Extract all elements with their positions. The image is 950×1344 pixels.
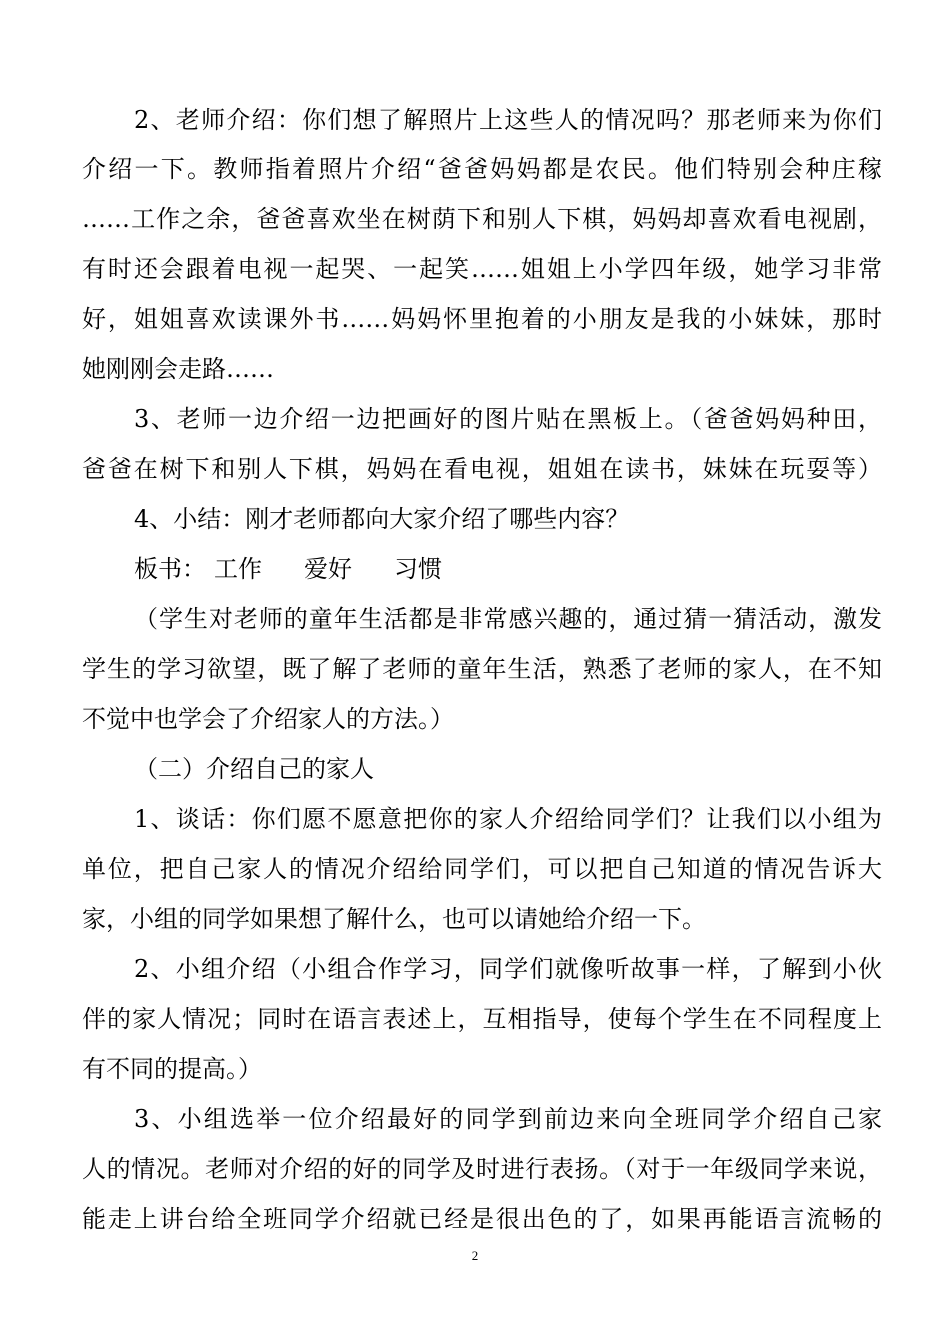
board-item-work: 工作 xyxy=(214,555,262,583)
paragraph-7-line-1: 3、小组选举一位介绍最好的同学到前边来向全班同学介绍自己家 xyxy=(134,1105,882,1133)
board-item-hobby: 爱好 xyxy=(304,555,352,583)
paragraph-1-line-5: 好，姐姐喜欢读课外书……妈妈怀里抱着的小朋友是我的小妹妹，那时 xyxy=(82,305,882,333)
board-label: 板书： xyxy=(134,555,206,583)
paragraph-4-line-3: 不觉中也学会了介绍家人的方法。） xyxy=(82,705,454,733)
paragraph-5-line-2: 单位，把自己家人的情况介绍给同学们，可以把自己知道的情况告诉大 xyxy=(82,855,882,883)
paragraph-6-line-1: 2、小组介绍（小组合作学习，同学们就像听故事一样，了解到小伙 xyxy=(134,955,882,983)
paragraph-7-line-3: 能走上讲台给全班同学介绍就已经是很出色的了，如果再能语言流畅的 xyxy=(82,1205,882,1233)
paragraph-2-line-1: 3、老师一边介绍一边把画好的图片贴在黑板上。（爸爸妈妈种田， xyxy=(134,405,882,433)
paragraph-1-line-3: ……工作之余，爸爸喜欢坐在树荫下和别人下棋，妈妈却喜欢看电视剧， xyxy=(82,205,882,233)
board-item-habit: 习惯 xyxy=(394,555,442,583)
paragraph-1-line-6: 她刚刚会走路…… xyxy=(82,355,274,383)
paragraph-4-line-1: （学生对老师的童年生活都是非常感兴趣的，通过猜一猜活动，激发 xyxy=(134,605,882,633)
paragraph-1-line-4: 有时还会跟着电视一起哭、一起笑……姐姐上小学四年级，她学习非常 xyxy=(82,255,882,283)
paragraph-1-line-1: 2、老师介绍：你们想了解照片上这些人的情况吗？那老师来为你们 xyxy=(134,106,882,134)
paragraph-5-line-3: 家，小组的同学如果想了解什么，也可以请她给介绍一下。 xyxy=(82,905,706,933)
page-number: 2 xyxy=(471,1248,479,1263)
paragraph-3-line-1: 4、小结：刚才老师都向大家介绍了哪些内容？ xyxy=(134,505,630,533)
paragraph-6-line-3: 有不同的提高。） xyxy=(82,1055,262,1083)
paragraph-6-line-2: 伴的家人情况；同时在语言表述上，互相指导，使每个学生在不同程度上 xyxy=(82,1005,882,1033)
paragraph-2-line-2: 爸爸在树下和别人下棋，妈妈在看电视，姐姐在读书，妹妹在玩耍等） xyxy=(82,455,882,483)
paragraph-7-line-2: 人的情况。老师对介绍的好的同学及时进行表扬。（对于一年级同学来说， xyxy=(82,1155,882,1183)
paragraph-5-line-1: 1、谈话：你们愿不愿意把你的家人介绍给同学们？让我们以小组为 xyxy=(134,805,882,833)
paragraph-1-line-2: 介绍一下。教师指着照片介绍“爸爸妈妈都是农民。他们特别会种庄稼 xyxy=(82,155,882,183)
paragraph-4-line-2: 学生的学习欲望，既了解了老师的童年生活，熟悉了老师的家人，在不知 xyxy=(82,655,882,683)
board-writing xyxy=(134,552,442,586)
section-heading: （二）介绍自己的家人 xyxy=(134,755,374,783)
